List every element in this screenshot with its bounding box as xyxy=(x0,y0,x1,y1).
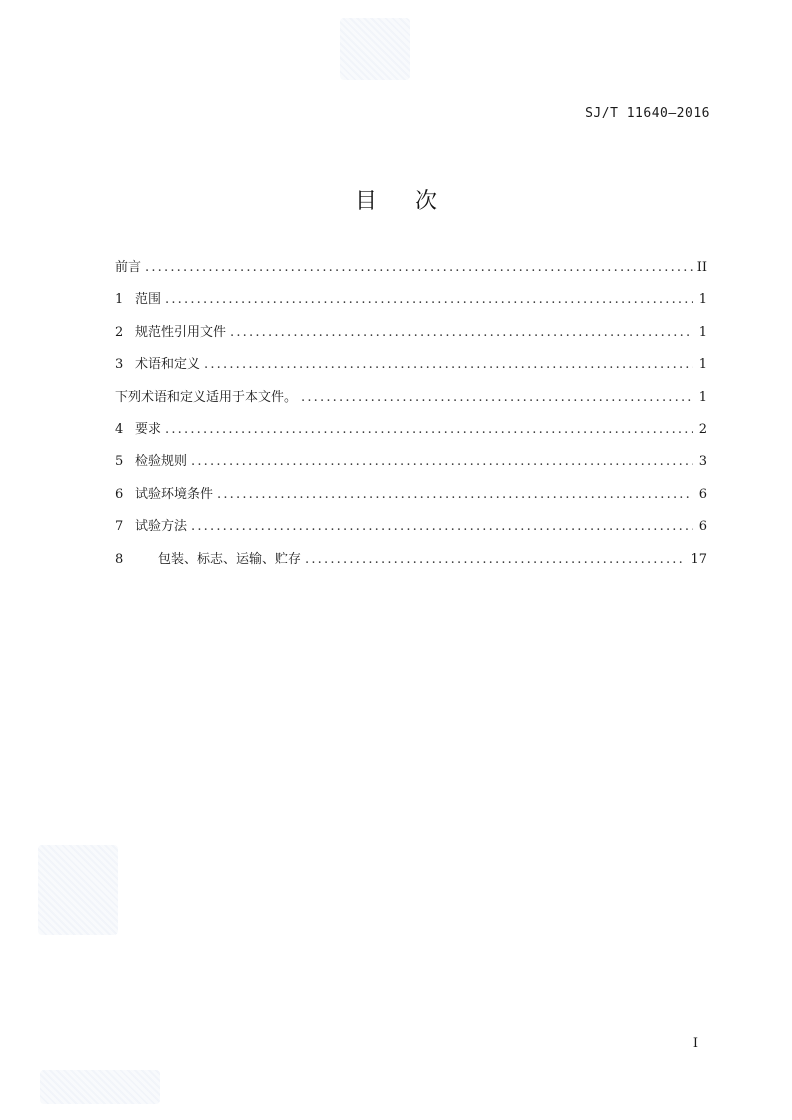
toc-entry-number: 3 xyxy=(115,357,124,373)
toc-entry-page: 1 xyxy=(698,389,707,405)
toc-entry-page: 1 xyxy=(698,357,707,373)
toc-entry-number: 6 xyxy=(115,486,124,502)
toc-leader-dots xyxy=(165,290,693,310)
toc-entry-page: 1 xyxy=(698,324,707,340)
toc-leader-dots xyxy=(217,485,693,505)
toc-entry-foreword[interactable] xyxy=(115,258,707,290)
toc-leader-dots xyxy=(191,452,693,472)
standard-number: SJ/T 11640—2016 xyxy=(585,106,710,121)
toc-entry-requirements[interactable] xyxy=(115,420,707,452)
toc-entry-page: 1 xyxy=(698,292,707,308)
toc-leader-dots xyxy=(165,420,693,440)
toc-entry-packaging[interactable] xyxy=(115,550,707,582)
toc-entry-label: 术语和定义 xyxy=(135,357,201,373)
toc-entry-number: 7 xyxy=(115,519,124,535)
toc-entry-label: 前言 xyxy=(115,260,142,275)
toc-leader-dots xyxy=(204,355,693,375)
toc-entry-label: 要求 xyxy=(135,421,162,437)
toc-entry-number: 2 xyxy=(115,324,124,340)
toc-entry-label: 试验方法 xyxy=(135,519,188,535)
toc-leader-dots xyxy=(305,550,686,570)
toc-entry-page: 6 xyxy=(698,486,707,502)
toc-entry-terms-applicability[interactable] xyxy=(115,388,707,420)
toc-entry-label: 范围 xyxy=(135,292,162,308)
toc-entry-page: 17 xyxy=(690,551,707,567)
toc-entry-label: 检验规则 xyxy=(135,454,188,470)
toc-entry-number: 8 xyxy=(115,551,124,567)
toc-leader-dots xyxy=(191,517,693,537)
toc-entry-label: 规范性引用文件 xyxy=(135,324,227,340)
page-title: 目次 xyxy=(354,189,475,214)
toc-entry-label: 包装、标志、运输、贮存 xyxy=(158,551,302,567)
toc-leader-dots xyxy=(301,388,693,408)
toc-entry-page: II xyxy=(696,260,707,275)
toc-entry-terms-definitions[interactable] xyxy=(115,355,707,387)
toc-entry-normative-references[interactable] xyxy=(115,323,707,355)
toc-entry-number: 4 xyxy=(115,421,124,437)
toc-leader-dots xyxy=(230,323,693,343)
table-of-contents xyxy=(115,258,707,582)
toc-entry-inspection-rules[interactable] xyxy=(115,452,707,484)
toc-entry-scope[interactable] xyxy=(115,290,707,322)
toc-leader-dots xyxy=(145,258,693,278)
page-number: I xyxy=(692,1036,698,1051)
toc-entry-label: 下列术语和定义适用于本文件。 xyxy=(115,389,298,405)
scan-watermark xyxy=(40,1070,160,1104)
toc-entry-page: 2 xyxy=(698,421,707,437)
toc-entry-number: 5 xyxy=(115,454,124,470)
toc-entry-page: 3 xyxy=(698,454,707,470)
toc-entry-test-environment[interactable] xyxy=(115,485,707,517)
toc-entry-number: 1 xyxy=(115,292,124,308)
toc-entry-label: 试验环境条件 xyxy=(135,486,214,502)
scan-watermark xyxy=(38,845,118,935)
toc-entry-page: 6 xyxy=(698,519,707,535)
toc-entry-test-methods[interactable] xyxy=(115,517,707,549)
scan-watermark xyxy=(340,18,410,80)
